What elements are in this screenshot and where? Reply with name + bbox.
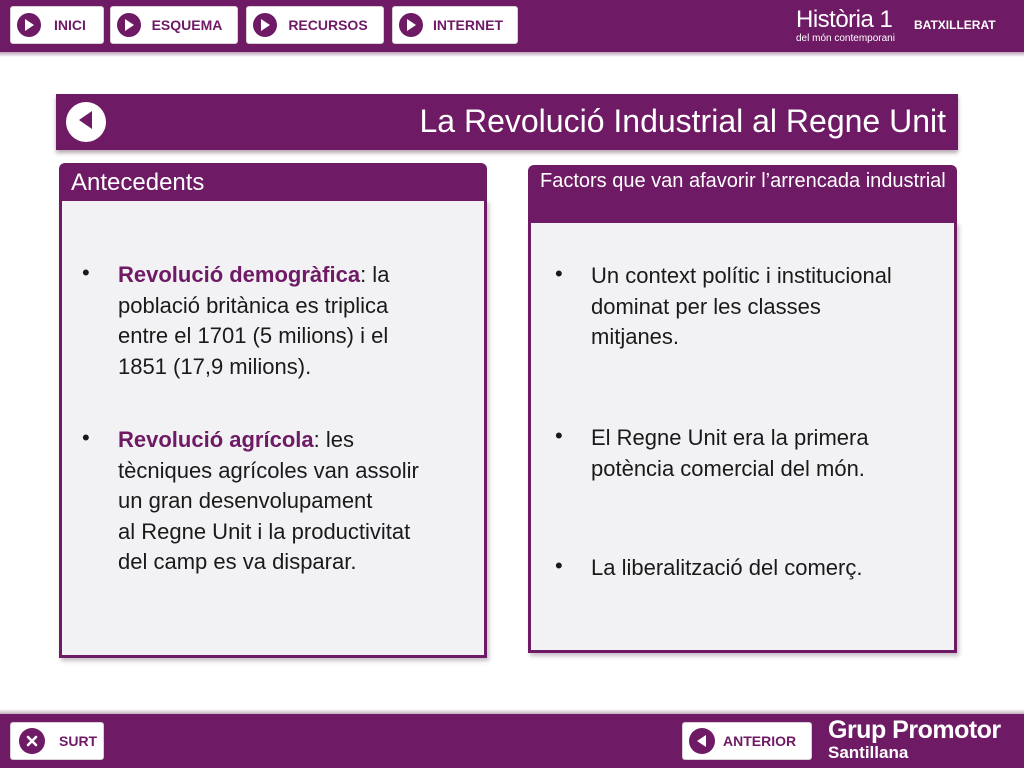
nav-button-inici[interactable] [10,6,104,44]
item-text: del camp es va disparar. [118,549,357,574]
top-bar-shadow [0,52,1024,57]
back-arrow-icon [76,109,96,136]
item-text: El Regne Unit era la primera [591,425,869,450]
item-text: potència comercial del món. [591,455,865,481]
nav-button-esquema[interactable] [110,6,238,44]
page-title: La Revolució Industrial al Regne Unit [419,103,946,139]
play-icon [17,13,41,37]
bullet-icon: • [555,553,563,578]
nav-button-label: INICI [54,17,86,33]
highlight-term: Revolució agrícola [118,427,314,452]
nav-button-label: RECURSOS [288,17,368,33]
nav-button-recursos[interactable] [246,6,384,44]
exit-label: SURT [59,733,98,749]
exit-button[interactable] [10,722,104,760]
factors-header: Factors que van afavorir l’arrencada industrial [528,165,957,223]
item-text: al Regne Unit i la productivitat [118,518,411,544]
list-item [555,423,869,484]
play-icon [253,13,277,37]
play-icon [399,13,423,37]
item-text: mitjanes. [591,324,680,349]
nav-button-label: ESQUEMA [151,17,223,33]
brand-subtitle: del món contemporani [796,33,895,44]
title-banner [56,94,958,150]
nav-button-internet[interactable] [392,6,518,44]
list-item [555,261,892,353]
item-text: tècniques agrícoles van assolir [118,457,419,483]
list-item [82,425,419,578]
logo-line-2: Santillana [828,743,909,762]
item-text: un gran desenvolupament [118,488,373,513]
bullet-icon: • [555,423,563,448]
antecedents-panel [59,199,487,658]
previous-label: ANTERIOR [723,733,797,749]
item-text: 1851 (17,9 milions). [118,353,312,379]
bullet-icon: • [82,425,90,450]
logo-line-1: Grup Promotor [828,716,1001,744]
highlight-term: Revolució demogràfica [118,262,361,287]
item-text: Un context polític i institucional [591,263,892,288]
nav-button-label: INTERNET [433,17,503,33]
item-text: entre el 1701 (5 milions) i el [118,323,389,348]
item-text: La liberalització del comerç. [591,555,863,580]
antecedents-header: Antecedents [59,163,487,201]
publisher-logo [828,716,1001,763]
item-text: dominat per les classes [591,293,821,319]
top-nav-bar [0,0,1024,52]
brand [796,6,996,44]
brand-title: Història 1 [796,6,893,33]
item-text: : la [360,262,390,287]
back-button[interactable] [66,102,106,142]
factors-panel [528,221,957,653]
item-text: població britànica es triplica [118,292,389,318]
bullet-icon: • [82,260,90,285]
play-icon [117,13,141,37]
brand-level: BATXILLERAT [914,18,996,32]
list-item [82,260,390,382]
close-icon [19,728,45,754]
item-text: : les [313,427,354,452]
bottom-bar [0,714,1024,768]
list-item [555,553,863,584]
back-arrow-icon [689,728,715,754]
bullet-icon: • [555,261,563,286]
previous-button[interactable] [682,722,812,760]
